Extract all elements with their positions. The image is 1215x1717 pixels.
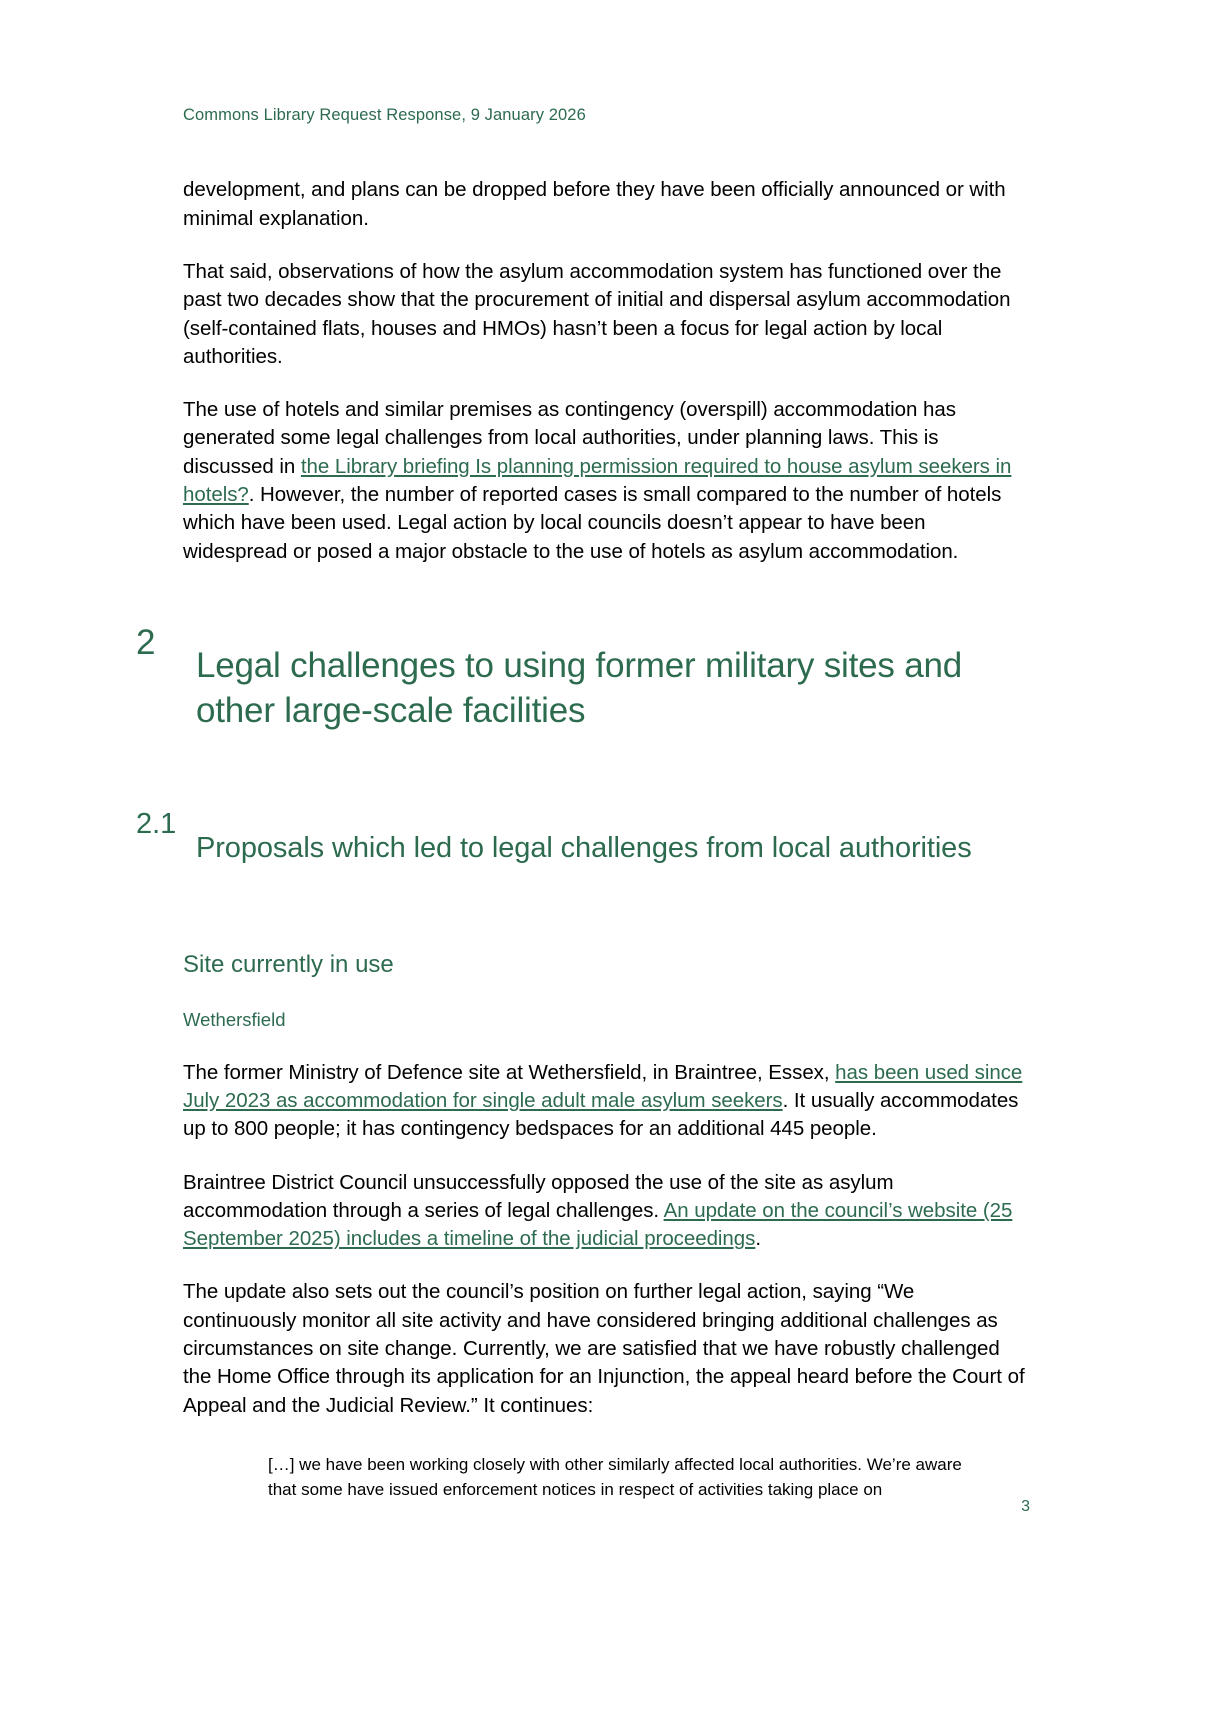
heading-2-title: Proposals which led to legal challenges from local authorities [196, 832, 972, 865]
paragraph-text-before-link: The use of hotels and similar premises as contingency (overspill) accommodation has generated some legal challenges from local authorities, under planning laws. This is discussed in [183, 398, 956, 478]
paragraph-braintree-district-council [183, 1169, 1030, 1254]
paragraph-text-after-link: . However, the number of reported cases is small compared to the number of hotels which have been used. Legal action by local councils doesn’t appear to have been widespread or posed a major obstacle to the use of hotels as asylum accommodation. [183, 482, 1002, 563]
heading-1-number: 2 [136, 622, 156, 662]
heading-1-legal-challenges-military-sites [136, 621, 1030, 757]
paragraph-wethersfield-site [183, 1059, 1030, 1144]
heading-2-proposals-legal-challenges [136, 805, 1030, 892]
blockquote-council-statement: […] we have been working closely with other similarly affected local authorities. We’re aware that some have issued enforcement notices in respect of activities taking place on [268, 1454, 962, 1499]
paragraph-asylum-accommodation-observations: That said, observations of how the asylum accommodation system has functioned over the past two decades show that the procurement of initial and dispersal asylum accommodation (self-contained flats, houses and HMOs) hasn’t been a focus for legal action by local authorities. [183, 260, 1011, 368]
page-number: 3 [1021, 1498, 1030, 1515]
paragraph-continuation: development, and plans can be dropped before they have been officially announced or with minimal explanation. [183, 178, 1006, 230]
paragraph-text-before-link: Braintree District Council unsuccessfully opposed the use of the site as asylum accommodation through a series of legal challenges. [183, 1170, 894, 1222]
paragraph-text-before-link: The former Ministry of Defence site at Wethersfield, in Braintree, Essex, [183, 1060, 836, 1084]
paragraph-text-after-link: . [755, 1227, 761, 1251]
heading-2-number: 2.1 [136, 808, 177, 841]
wethersfield-text-block [183, 1059, 1030, 1420]
paragraph-hotels-legal-challenges [183, 396, 1030, 566]
link-has-been-used-since-july-2023[interactable]: has been used since July 2023 as accommodation for single adult male asylum seekers [183, 1060, 1023, 1113]
link-council-website-update[interactable]: An update on the council’s website (25 September 2025) includes a timeline of the judicial proceedings [183, 1198, 1013, 1251]
paragraph-text-after-link: . It usually accommodates up to 800 people; it has contingency bedspaces for an additional 445 people. [183, 1089, 1019, 1141]
heading-1-title: Legal challenges to using former military sites and other large-scale facilities [196, 646, 963, 731]
link-library-briefing-planning-permission[interactable]: the Library briefing Is planning permission required to house asylum seekers in hotels? [183, 454, 1012, 506]
paragraph-council-position-further-legal-action: The update also sets out the council’s position on further legal action, saying “We continuously monitor all site activity and have considered bringing additional challenges as circumstances on site change. Currently, we are satisfied that we have robustly challenged the Home Office through its application for an Injunction, the appeal heard before the Court of Appeal and the Judicial Review.” It continues: [183, 1280, 1025, 1417]
heading-3-site-currently-in-use: Site currently in use [183, 950, 394, 978]
heading-4-wethersfield: Wethersfield [183, 1008, 286, 1030]
page-header: Commons Library Request Response, 9 January 2026 [183, 106, 586, 124]
body-text-block [183, 176, 1030, 565]
